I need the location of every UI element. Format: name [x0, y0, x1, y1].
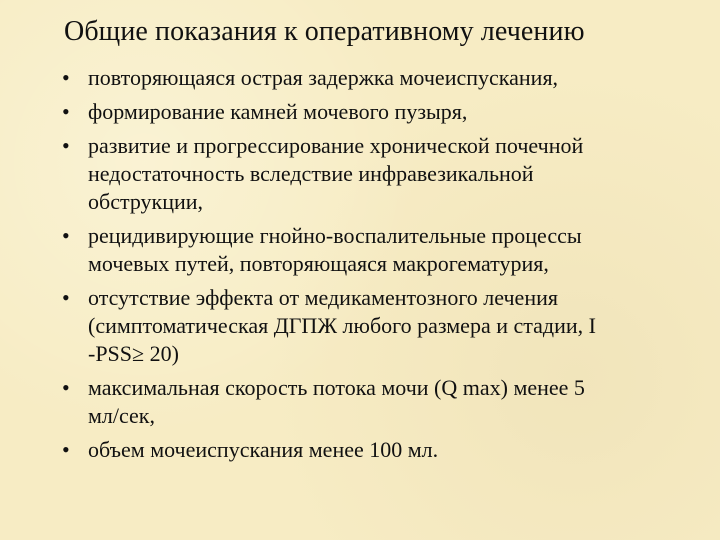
list-item-text: максимальная скорость потока мочи (Q max) менее 5 мл/сек, — [88, 375, 585, 428]
list-item-text: формирование камней мочевого пузыря, — [88, 99, 468, 124]
list-item-text: развитие и прогрессирование хронической почечной недостаточность вследствие инфравезикальной обструкции, — [88, 133, 584, 214]
slide-title: Общие показания к оперативному лечению — [64, 16, 585, 47]
bullet-icon: • — [62, 375, 70, 400]
list-item — [60, 436, 700, 464]
bullet-list — [60, 64, 700, 464]
list-item-text: рецидивирующие гнойно-воспалительные процессы мочевых путей, повторяющаяся макрогематурия, — [88, 223, 582, 276]
list-item-text: повторяющаяся острая задержка мочеиспускания, — [88, 65, 559, 90]
list-item — [60, 222, 700, 278]
bullet-icon: • — [62, 65, 70, 90]
bullet-icon: • — [62, 437, 70, 462]
bullet-icon: • — [62, 99, 70, 124]
list-item-text: объем мочеиспускания менее 100 мл. — [88, 437, 439, 462]
list-item — [60, 132, 700, 216]
list-item — [60, 374, 700, 430]
list-item — [60, 98, 700, 126]
bullet-icon: • — [62, 133, 70, 158]
bullet-icon: • — [62, 285, 70, 310]
list-item — [60, 64, 700, 92]
list-item-text: отсутствие эффекта от медикаментозного лечения (симптоматическая ДГПЖ любого размера и стадии, I -PSS≥ 20) — [88, 285, 596, 366]
list-item — [60, 284, 700, 368]
bullet-icon: • — [62, 223, 70, 248]
